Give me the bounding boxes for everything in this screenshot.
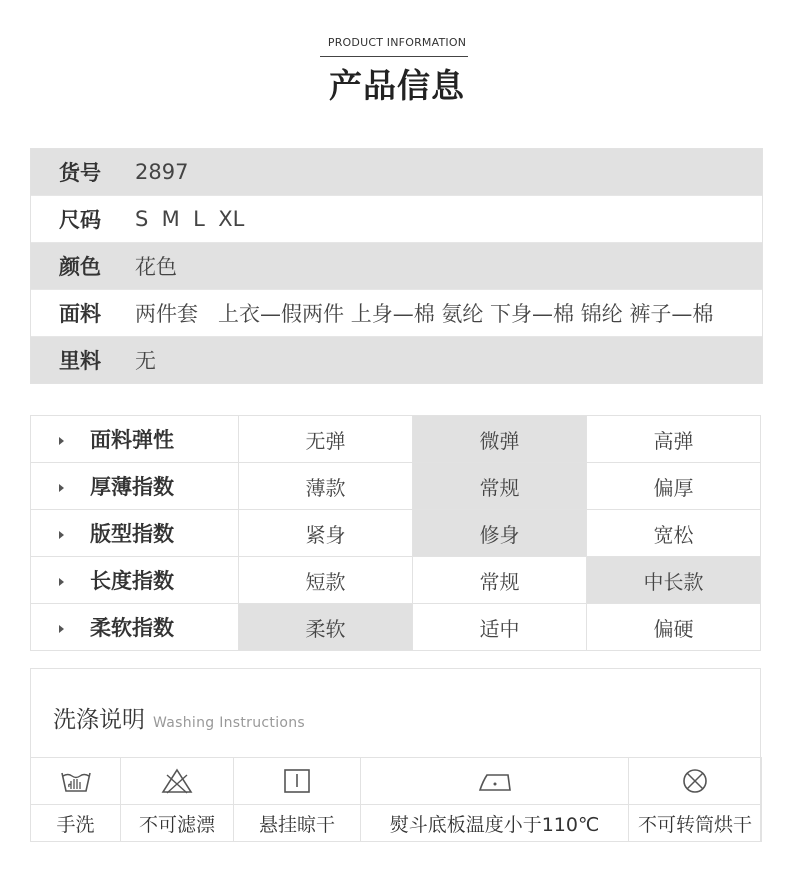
wash-label: 不可滤漂: [121, 805, 234, 842]
index-label: 长度指数: [90, 569, 174, 593]
index-row: [31, 510, 761, 557]
wash-label: 悬挂晾干: [234, 805, 361, 842]
caret-right-icon: [59, 437, 64, 445]
index-label-cell: [31, 557, 239, 604]
info-label: 货号: [59, 161, 101, 185]
index-label-cell: [31, 510, 239, 557]
index-option-selected: 柔软: [239, 604, 413, 651]
info-row-size: [31, 196, 762, 243]
index-option: 薄款: [239, 463, 413, 510]
wash-label: 手洗: [31, 805, 121, 842]
wash-label: 熨斗底板温度小于110℃: [361, 805, 629, 842]
index-option-selected: 修身: [413, 510, 587, 557]
info-row-lining: [31, 337, 762, 383]
index-row: [31, 604, 761, 651]
page-title: 产品信息: [329, 66, 465, 105]
info-value: 无: [135, 349, 156, 373]
washing-title: [53, 701, 305, 734]
iron-icon: [475, 767, 515, 795]
index-row: [31, 416, 761, 463]
wash-icon-cell: [361, 758, 629, 805]
index-label-cell: [31, 604, 239, 651]
wash-label: 不可转筒烘干: [629, 805, 762, 842]
index-option: 无弹: [239, 416, 413, 463]
index-label: 面料弹性: [90, 428, 174, 452]
info-label: 面料: [59, 302, 101, 326]
attribute-index-table: [30, 415, 761, 651]
wash-icon-cell: [31, 758, 121, 805]
index-option: 偏硬: [587, 604, 761, 651]
info-value: S M L XL: [135, 207, 245, 231]
hand-wash-icon: [59, 767, 93, 795]
info-value: 两件套 上衣—假两件 上身—棉 氨纶 下身—棉 锦纶 裤子—棉: [135, 302, 714, 326]
info-label: 里料: [59, 349, 101, 373]
index-option: 偏厚: [587, 463, 761, 510]
index-label-cell: [31, 416, 239, 463]
caret-right-icon: [59, 484, 64, 492]
info-row-fabric: [31, 290, 762, 337]
index-label: 柔软指数: [90, 616, 174, 640]
info-label: 尺码: [59, 208, 101, 232]
index-row: [31, 463, 761, 510]
index-option: 适中: [413, 604, 587, 651]
washing-grid: [30, 757, 762, 842]
info-label: 颜色: [59, 255, 101, 279]
washing-instructions-panel: [30, 668, 761, 842]
no-bleach-icon: [160, 767, 194, 795]
header-divider: [320, 56, 468, 57]
caret-right-icon: [59, 625, 64, 633]
index-option: 短款: [239, 557, 413, 604]
caret-right-icon: [59, 531, 64, 539]
wash-icon-cell: [629, 758, 762, 805]
info-row-item-number: [31, 149, 762, 196]
washing-title-cn: 洗涤说明: [53, 707, 145, 733]
index-row: [31, 557, 761, 604]
info-value: 2897: [135, 160, 189, 184]
info-row-color: [31, 243, 762, 290]
product-info-table: [30, 148, 763, 384]
index-label: 厚薄指数: [90, 475, 174, 499]
no-tumble-dry-icon: [678, 767, 712, 795]
hang-dry-icon: [280, 767, 314, 795]
index-option-selected: 微弹: [413, 416, 587, 463]
info-value: 花色: [135, 255, 177, 279]
caret-right-icon: [59, 578, 64, 586]
index-option: 常规: [413, 557, 587, 604]
index-option: 宽松: [587, 510, 761, 557]
washing-title-en: Washing Instructions: [153, 715, 306, 731]
index-option-selected: 中长款: [587, 557, 761, 604]
index-label-cell: [31, 463, 239, 510]
wash-icon-cell: [121, 758, 234, 805]
index-option: 紧身: [239, 510, 413, 557]
header-en-title: PRODUCT INFORMATION: [327, 36, 467, 49]
index-option-selected: 常规: [413, 463, 587, 510]
wash-icon-cell: [234, 758, 361, 805]
index-label: 版型指数: [90, 522, 174, 546]
index-option: 高弹: [587, 416, 761, 463]
